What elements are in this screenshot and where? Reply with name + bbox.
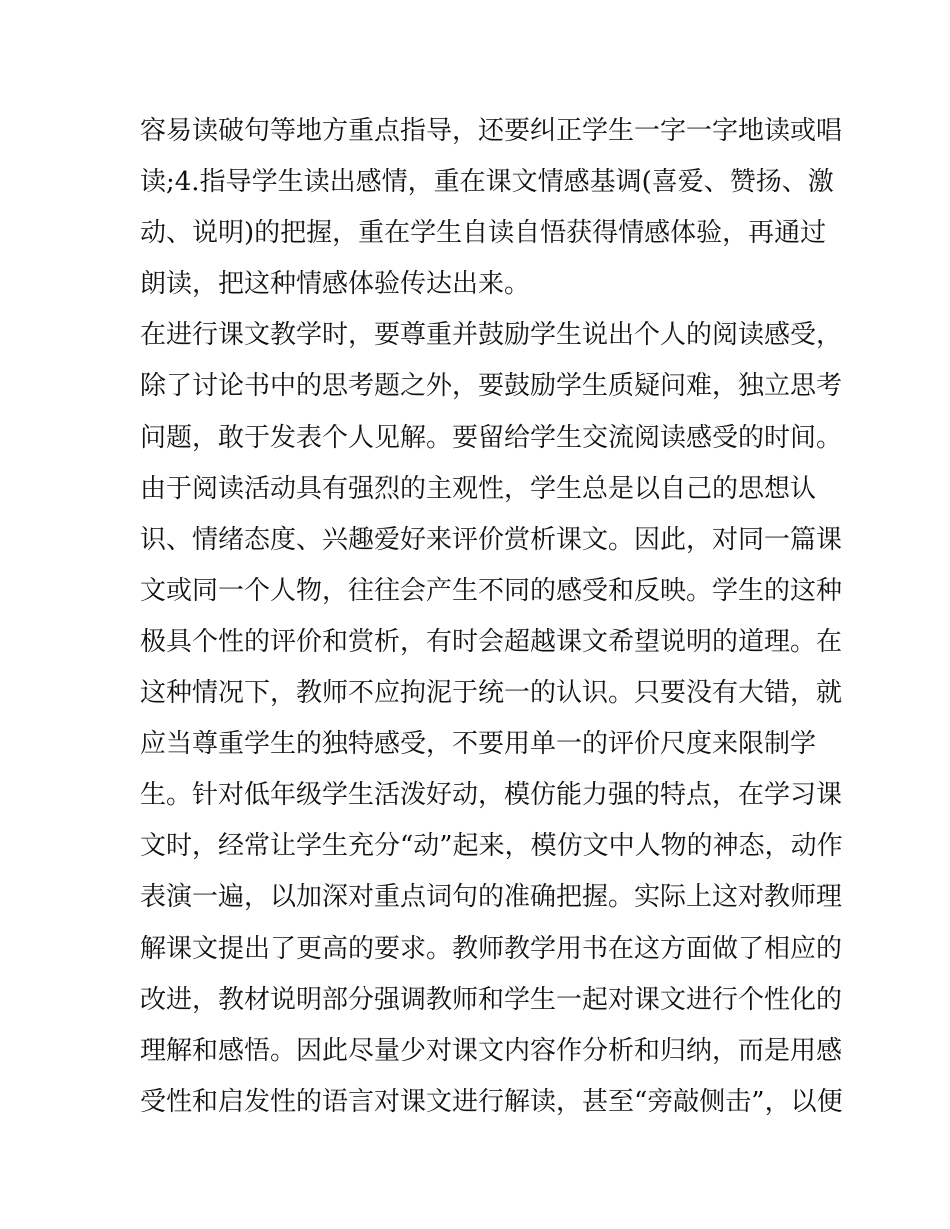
text-line: 表演一遍，以加深对重点词句的准确把握。实际上这对教师理 (140, 882, 843, 913)
text-line: 由于阅读活动具有强烈的主观性，学生总是以自己的思想认 (140, 473, 817, 504)
text-line: 生。针对低年级学生活泼好动，模仿能力强的特点，在学习课 (140, 780, 843, 811)
text-line: 应当尊重学生的独特感受，不要用单一的评价尺度来限制学 (140, 729, 817, 760)
text-line: 这种情况下，教师不应拘泥于统一的认识。只要没有大错，就 (140, 678, 843, 709)
text-line: 理解和感悟。因此尽量少对课文内容作分析和归纳，而是用感 (140, 1035, 843, 1066)
text-line: 改进，教材说明部分强调教师和学生一起对课文进行个性化的 (140, 984, 843, 1015)
text-line: 朗读，把这种情感体验传达出来。 (140, 269, 531, 300)
text-line: 解课文提出了更高的要求。教师教学用书在这方面做了相应的 (140, 933, 843, 964)
text-line: 问题，敢于发表个人见解。要留给学生交流阅读感受的时间。 (140, 422, 843, 453)
text-line: 文或同一个人物，往往会产生不同的感受和反映。学生的这种 (140, 575, 843, 606)
text-line: 极具个性的评价和赏析，有时会超越课文希望说明的道理。在 (140, 626, 843, 657)
body-text (140, 106, 843, 1128)
text-line: 识、情绪态度、兴趣爱好来评价赏析课文。因此，对同一篇课 (140, 524, 843, 555)
text-line: 容易读破句等地方重点指导，还要纠正学生一字一字地读或唱 (140, 116, 843, 146)
text-line: 读;4.指导学生读出感情，重在课文情感基调(喜爱、赞扬、激 (140, 167, 834, 198)
text-line: 在进行课文教学时，要尊重并鼓励学生说出个人的阅读感受， (140, 320, 843, 351)
text-line: 受性和启发性的语言对课文进行解读，甚至“旁敲侧击”，以便 (140, 1086, 843, 1117)
text-line: 除了讨论书中的思考题之外，要鼓励学生质疑问难，独立思考 (140, 371, 843, 402)
text-line: 文时，经常让学生充分“动”起来，模仿文中人物的神态，动作 (140, 831, 843, 862)
text-line: 动、说明)的把握，重在学生自读自悟获得情感体验，再通过 (140, 218, 827, 249)
